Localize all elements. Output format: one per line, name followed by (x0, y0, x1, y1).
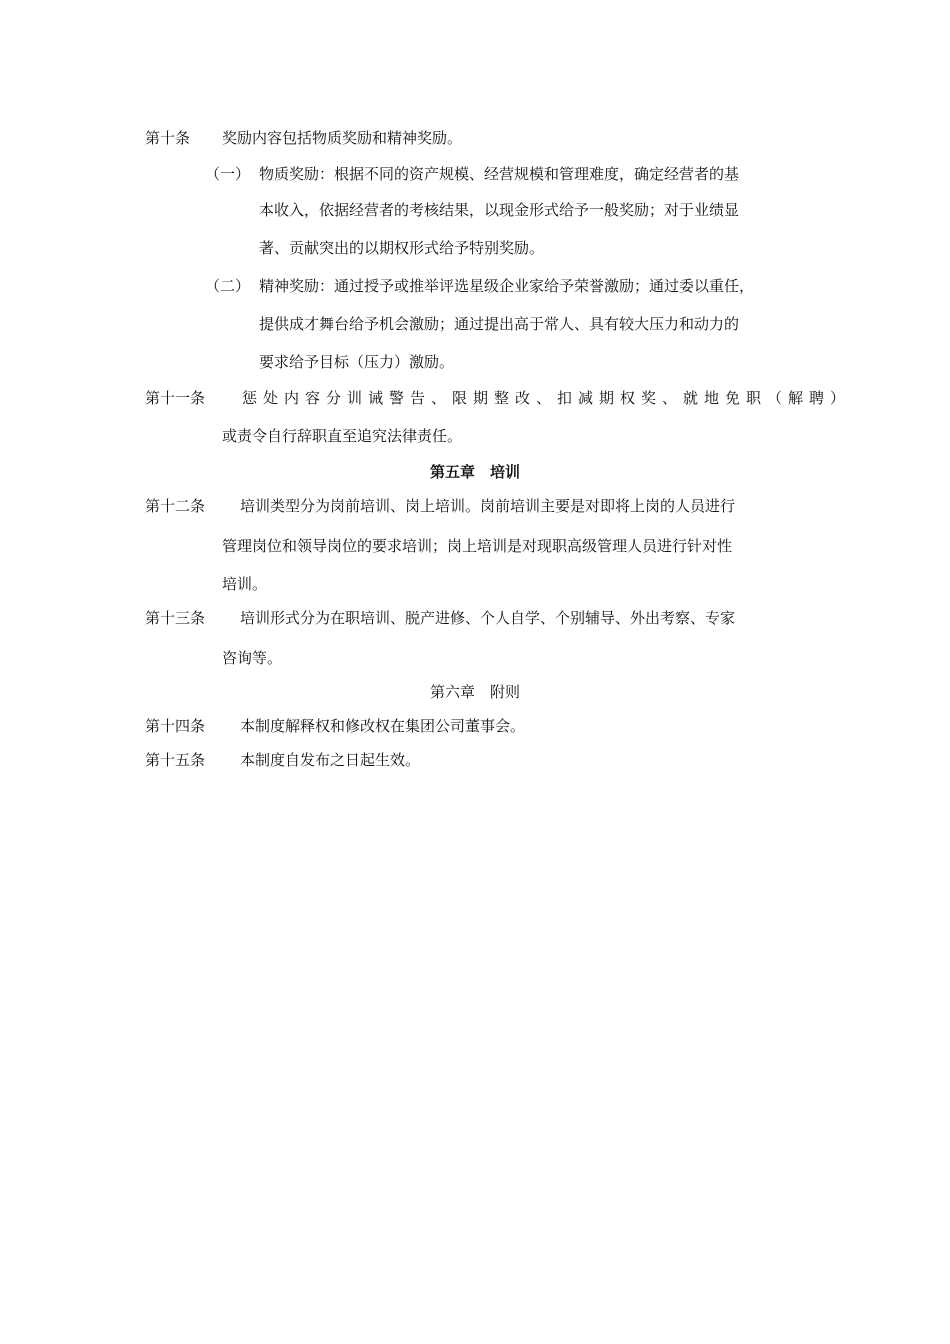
article-10-label: 第十条 (145, 129, 191, 147)
article-10-item-1-line-3: 著、贡献突出的以期权形式给予特别奖励。 (259, 239, 545, 257)
article-13-label: 第十三条 (145, 609, 206, 627)
article-12-line-2: 管理岗位和领导岗位的要求培训；岗上培训是对现职高级管理人员进行针对性 (222, 537, 733, 555)
article-11-line-1: 惩处内容分训诫警告、限期整改、扣减期权奖、就地免职（解聘） (242, 389, 852, 407)
article-10-item-1-marker: （一） (205, 165, 251, 183)
article-10-item-2-line-1: 精神奖励：通过授予或推举评选星级企业家给予荣誉激励；通过委以重任， (259, 277, 755, 295)
article-13-line-1: 培训形式分为在职培训、脱产进修、个人自学、个别辅导、外出考察、专家 (240, 609, 736, 627)
article-10-item-2-marker: （二） (205, 277, 251, 295)
article-15-text: 本制度自发布之日起生效。 (240, 751, 421, 769)
article-13-line-2: 咨询等。 (222, 649, 283, 667)
article-10-item-1-line-1: 物质奖励：根据不同的资产规模、经营规模和管理难度，确定经营者的基 (259, 165, 740, 183)
article-11-label: 第十一条 (145, 389, 206, 407)
chapter-6-heading: 第六章 附则 (429, 683, 520, 701)
article-10-text: 奖励内容包括物质奖励和精神奖励。 (222, 129, 463, 147)
article-14-label: 第十四条 (145, 717, 206, 735)
article-12-line-1: 培训类型分为岗前培训、岗上培训。岗前培训主要是对即将上岗的人员进行 (240, 497, 736, 515)
article-15-label: 第十五条 (145, 751, 206, 769)
article-11-line-2: 或责令自行辞职直至追究法律责任。 (222, 427, 463, 445)
article-10-item-2-line-2: 提供成才舞台给予机会激励；通过提出高于常人、具有较大压力和动力的 (259, 315, 740, 333)
article-14-text: 本制度解释权和修改权在集团公司董事会。 (240, 717, 526, 735)
article-10-item-2-line-3: 要求给予目标（压力）激励。 (259, 353, 455, 371)
article-12-label: 第十二条 (145, 497, 206, 515)
chapter-5-heading: 第五章 培训 (429, 463, 520, 481)
article-10-item-1-line-2: 本收入，依据经营者的考核结果，以现金形式给予一般奖励；对于业绩显 (259, 201, 740, 219)
article-12-line-3: 培训。 (222, 575, 268, 593)
